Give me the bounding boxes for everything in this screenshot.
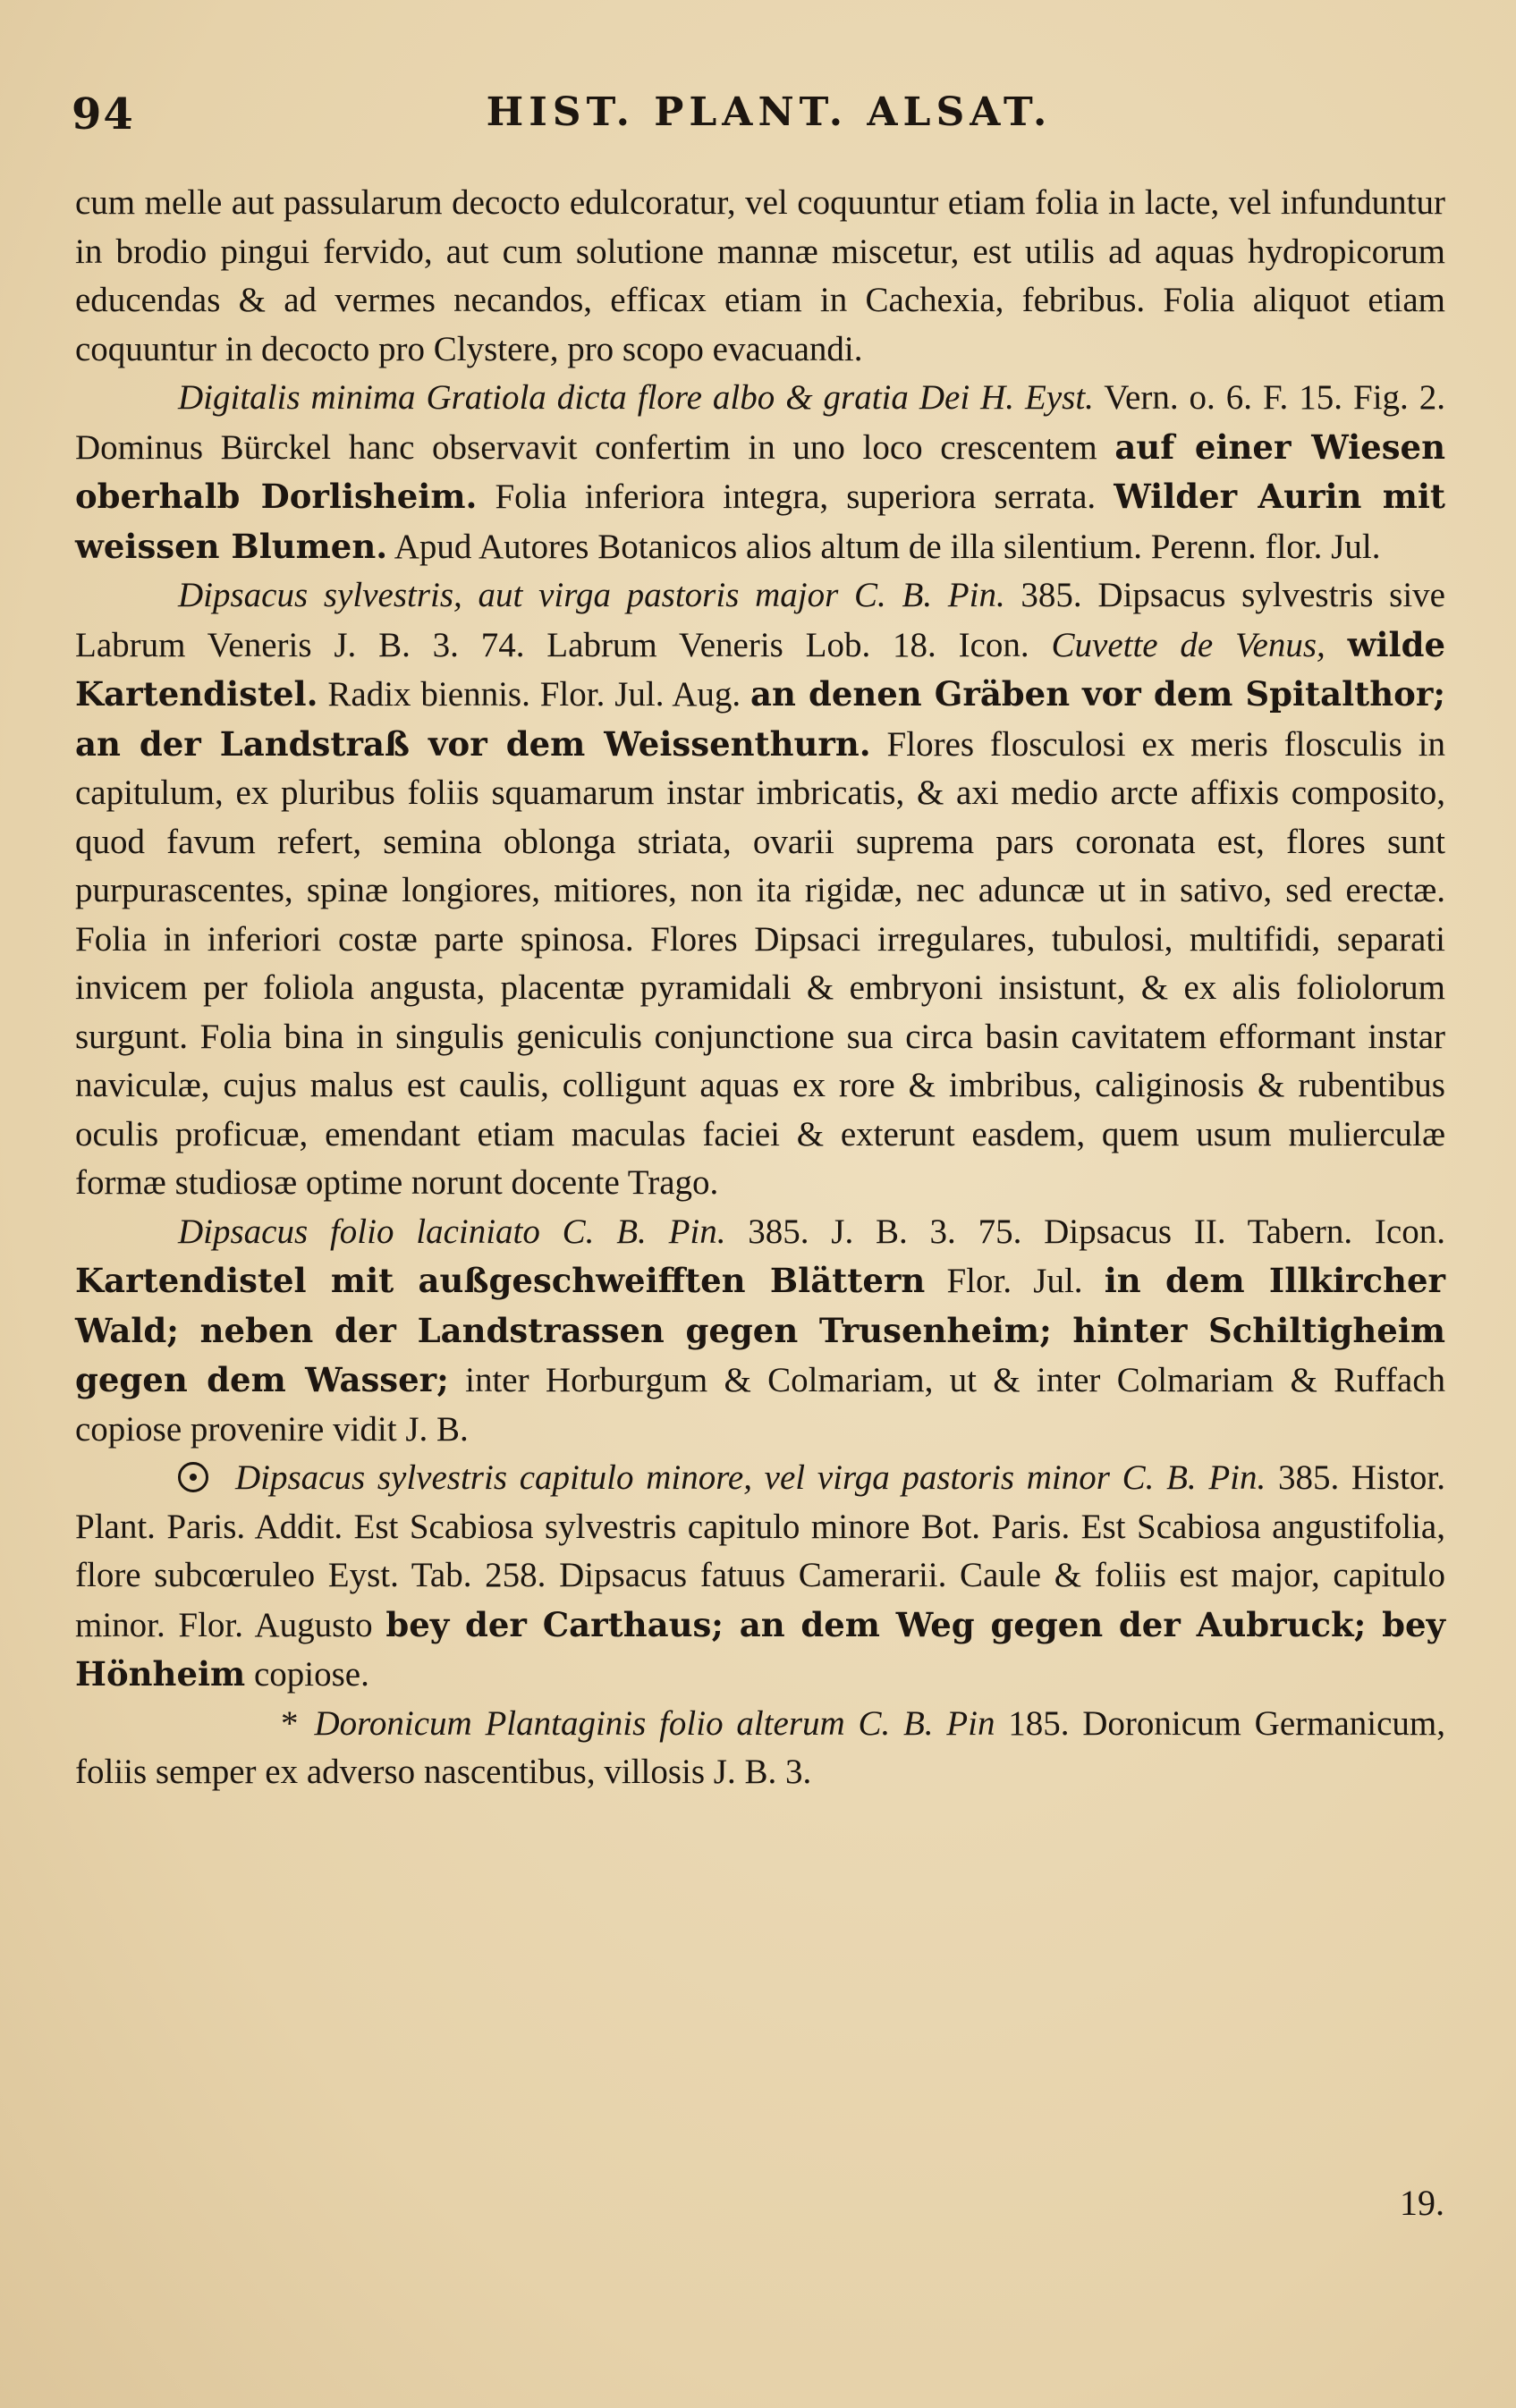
catchword: 19. xyxy=(1400,2183,1444,2223)
text-run: 185. Doronicum Germanicum, foliis semper ex adverso nascentibus, villosis J. B. 3. xyxy=(75,1703,1445,1791)
species-name: Cuvette de Venus, xyxy=(1051,625,1325,664)
german-text: bey der Carthaus; an dem Weg gegen der Aubruck; bey Hönheim xyxy=(75,1604,1445,1694)
species-name: Dipsacus sylvestris, aut virga pastoris major C. B. Pin. xyxy=(178,576,1005,614)
circle-dot-icon xyxy=(178,1462,208,1492)
text-run: Flor. Jul. xyxy=(925,1262,1105,1300)
text-run: inter Horburgum & Colmariam, ut & inter Colmariam & Ruffach copiose provenire vidit J. B. xyxy=(75,1361,1445,1449)
text-run: copiose. xyxy=(245,1655,369,1694)
text-run: Radix biennis. Flor. Jul. Aug. xyxy=(318,675,751,714)
german-text: in dem Illkircher Wald; neben der Landstrassen gegen Trusenheim; hinter Schiltigheim gegen dem Wasser; xyxy=(75,1261,1445,1399)
running-head: HIST. PLANT. ALSAT. xyxy=(486,89,1053,135)
text-run xyxy=(1325,626,1348,664)
text-body xyxy=(75,179,1445,1797)
german-text: Wilder Aurin mit weissen Blumen. xyxy=(75,477,1445,566)
paragraph xyxy=(75,1454,1445,1700)
german-text: wilde Kartendistel. xyxy=(75,624,1446,714)
species-name: Doronicum Plantaginis folio alterum C. B. Pin xyxy=(314,1703,995,1743)
german-text: auf einer Wiesen oberhalb Dorlisheim. xyxy=(75,427,1445,516)
species-name: Digitalis minima Gratiola dicta flore albo & gratia Dei H. Eyst. xyxy=(178,378,1094,417)
page-header xyxy=(72,89,1467,152)
german-text: an denen Gräben vor dem Spitalthor; an der Landstraß vor dem Weissenthurn. xyxy=(75,674,1445,764)
paragraph xyxy=(75,571,1445,1208)
species-name: Dipsacus sylvestris capitulo minore, vel virga pastoris minor C. B. Pin. xyxy=(235,1458,1266,1497)
german-text: Kartendistel mit außgeschweifften Blättern xyxy=(75,1261,926,1300)
paragraph xyxy=(75,179,1445,374)
asterisk-mark: * xyxy=(281,1703,299,1743)
paragraph xyxy=(75,374,1445,571)
page-number: 94 xyxy=(72,89,135,139)
text-run: Vern. o. 6. F. 15. Fig. 2. Dominus Bürckel hanc observavit confertim in uno loco crescentem xyxy=(75,378,1445,467)
text-run: Folia inferiora integra, superiora serrata. xyxy=(477,477,1114,516)
species-name: Dipsacus folio laciniato C. B. Pin. xyxy=(178,1212,726,1251)
text-run: cum melle aut passularum decocto edulcoratur, vel coquuntur etiam folia in lacte, vel infunduntur in brodio pingui fervido, aut cum solutione mannæ miscetur, est utilis ad aquas hydropicorum educendas & ad vermes necandos, efficax etiam in Cachexia, febribus. Folia aliquot etiam coquuntur in decocto pro Clystere, pro scopo evacuandi. xyxy=(75,183,1445,368)
paragraph xyxy=(75,1208,1445,1455)
paragraph xyxy=(75,1700,1445,1797)
text-run: 385. Histor. Plant. Paris. Addit. Est Scabiosa sylvestris capitulo minore Bot. Paris. Est Scabiosa angustifolia, flore subcœruleo Eyst. Tab. 258. Dipsacus fatuus Camerarii. Caule & foliis est major, capitulo minor. Flor. Augusto xyxy=(75,1458,1445,1644)
text-run: 385. Dipsacus sylvestris sive Labrum Veneris J. B. 3. 74. Labrum Veneris Lob. 18. Icon. xyxy=(75,576,1445,664)
text-run: Flores flosculosi ex meris flosculis in capitulum, ex pluribus foliis squamarum instar imbricatis, & axi medio arcte affixis composito, quod favum refert, semina oblonga striata, ovarii suprema pars coronata est, flores sunt purpurascentes, spinæ longiores, mitiores, non ita rigidæ, nec aduncæ ut in sativo, sed erectæ. Folia in inferiori costæ parte spinosa. Flores Dipsaci irregulares, tubulosi, multifidi, separati invicem per foliola angusta, placentæ pyramidali & embryoni insistunt, & ex alis foliolorum surgunt. Folia bina in singulis geniculis conjunctione sua circa basin cavitatem efformant instar naviculæ, cujus malus est caulis, colligunt aquas ex rore & imbribus, caliginosis & rubentibus oculis proficuæ, emendant etiam maculas faciei & exterunt easdem, quem usum mulierculæ formæ studiosæ optime norunt docente Trago. xyxy=(75,724,1446,1202)
text-run: Apud Autores Botanicos alios altum de illa silentium. Perenn. flor. Jul. xyxy=(387,527,1381,566)
text-run: 385. J. B. 3. 75. Dipsacus II. Tabern. Icon. xyxy=(725,1212,1445,1251)
